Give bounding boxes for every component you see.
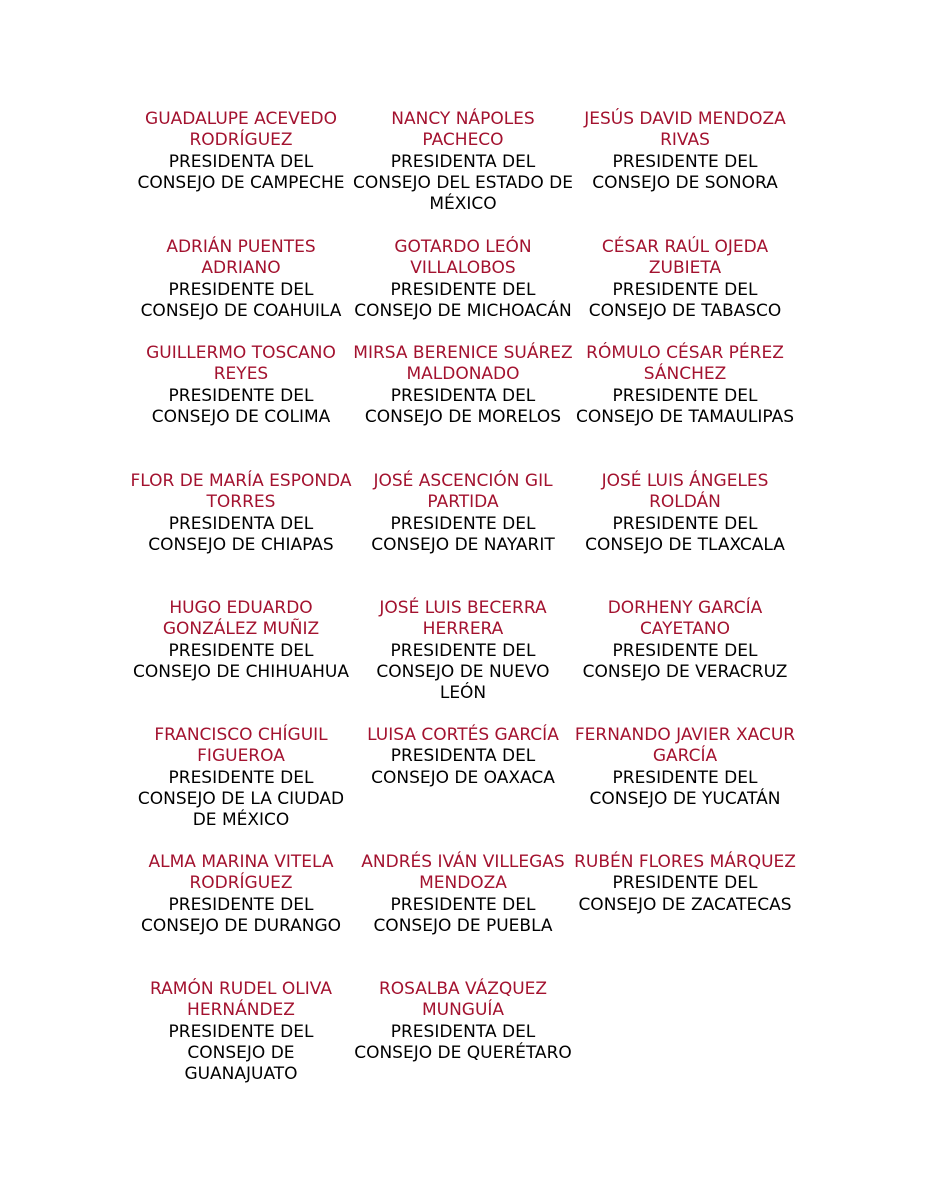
person-name: JOSÉ LUIS BECERRA HERRERA [379,598,547,640]
person-name: CÉSAR RAÚL OJEDA ZUBIETA [601,237,769,279]
list-row [130,343,796,471]
person-name: RÓMULO CÉSAR PÉREZ SÁNCHEZ [586,343,784,385]
person-name: HUGO EDUARDO GONZÁLEZ MUÑIZ [162,598,320,640]
list-item [130,109,352,237]
list-item [352,471,574,598]
list-item [130,471,352,598]
person-name: JOSÉ LUIS ÁNGELES ROLDÁN [601,471,769,513]
person-title: PRESIDENTE DEL CONSEJO DE COLIMA [151,385,331,427]
list-item [352,237,574,343]
person-title: PRESIDENTE DEL CONSEJO DE DURANGO [140,894,342,936]
list-item [574,471,796,598]
person-title: PRESIDENTE DEL CONSEJO DE LA CIUDAD DE MÉXICO [137,767,345,831]
list-row [130,109,796,237]
list-row [130,852,796,979]
person-name: JESÚS DAVID MENDOZA RIVAS [584,109,786,151]
person-name: ADRIÁN PUENTES ADRIANO [166,237,316,279]
person-name: ALMA MARINA VITELA RODRÍGUEZ [148,852,334,894]
list-item [352,979,574,1087]
person-title: PRESIDENTE DEL CONSEJO DE ZACATECAS [578,873,792,915]
list-row [130,237,796,343]
list-item [130,852,352,979]
list-item [352,852,574,979]
person-name: RUBÉN FLORES MÁRQUEZ [574,852,796,872]
list-item [352,725,574,852]
list-item [574,109,796,237]
person-title: PRESIDENTA DEL CONSEJO DE QUERÉTARO [354,1021,572,1063]
person-name: GOTARDO LEÓN VILLALOBOS [394,237,532,279]
list-item [574,237,796,343]
list-item [130,979,352,1087]
person-title: PRESIDENTE DEL CONSEJO DE NUEVO LEÓN [376,640,550,704]
list-row [130,979,796,1087]
list-item [130,343,352,471]
person-title: PRESIDENTE DEL CONSEJO DE TAMAULIPAS [575,385,795,427]
person-title: PRESIDENTE DEL CONSEJO DE COAHUILA [140,279,342,321]
council-presidents-list [130,109,796,1087]
person-title: PRESIDENTE DEL CONSEJO DE MICHOACÁN [354,279,572,321]
person-title: PRESIDENTA DEL CONSEJO DE OAXACA [371,746,555,788]
list-item [352,598,574,725]
person-title: PRESIDENTA DEL CONSEJO DEL ESTADO DE MÉXICO [353,151,573,215]
list-item [352,109,574,237]
person-title: PRESIDENTA DEL CONSEJO DE CHIAPAS [148,513,334,555]
person-name: ANDRÉS IVÁN VILLEGAS MENDOZA [361,852,565,894]
person-name: GUADALUPE ACEVEDO RODRÍGUEZ [145,109,337,151]
person-title: PRESIDENTE DEL CONSEJO DE GUANAJUATO [168,1021,314,1085]
person-title: PRESIDENTE DEL CONSEJO DE PUEBLA [373,894,553,936]
person-name: JOSÉ ASCENCIÓN GIL PARTIDA [373,471,553,513]
person-title: PRESIDENTE DEL CONSEJO DE VERACRUZ [582,640,788,682]
person-name: MIRSA BERENICE SUÁREZ MALDONADO [353,343,573,385]
person-name: NANCY NÁPOLES PACHECO [391,109,535,151]
person-name: DORHENY GARCÍA CAYETANO [607,598,763,640]
person-title: PRESIDENTE DEL CONSEJO DE TLAXCALA [585,513,785,555]
person-title: PRESIDENTE DEL CONSEJO DE NAYARIT [371,513,555,555]
person-name: ROSALBA VÁZQUEZ MUNGUÍA [378,979,548,1021]
person-title: PRESIDENTA DEL CONSEJO DE MORELOS [364,385,562,427]
list-item [574,725,796,852]
person-name: FRANCISCO CHÍGUIL FIGUEROA [154,725,328,767]
list-item [574,343,796,471]
list-item [130,725,352,852]
list-item [130,237,352,343]
person-name: FERNANDO JAVIER XACUR GARCÍA [574,725,796,767]
person-title: PRESIDENTE DEL CONSEJO DE YUCATÁN [589,767,781,809]
list-item [130,598,352,725]
list-row [130,725,796,852]
person-title: PRESIDENTE DEL CONSEJO DE CHIHUAHUA [133,640,349,682]
list-item [574,852,796,979]
person-name: LUISA CORTÉS GARCÍA [367,725,559,745]
list-item [574,598,796,725]
person-name: RAMÓN RUDEL OLIVA HERNÁNDEZ [150,979,332,1021]
person-title: PRESIDENTE DEL CONSEJO DE SONORA [592,151,778,193]
list-row [130,598,796,725]
list-item [352,343,574,471]
person-title: PRESIDENTA DEL CONSEJO DE CAMPECHE [137,151,345,193]
person-name: GUILLERMO TOSCANO REYES [146,343,336,385]
list-item-empty [574,979,796,1087]
list-row [130,471,796,598]
person-title: PRESIDENTE DEL CONSEJO DE TABASCO [588,279,782,321]
person-name: FLOR DE MARÍA ESPONDA TORRES [130,471,352,513]
